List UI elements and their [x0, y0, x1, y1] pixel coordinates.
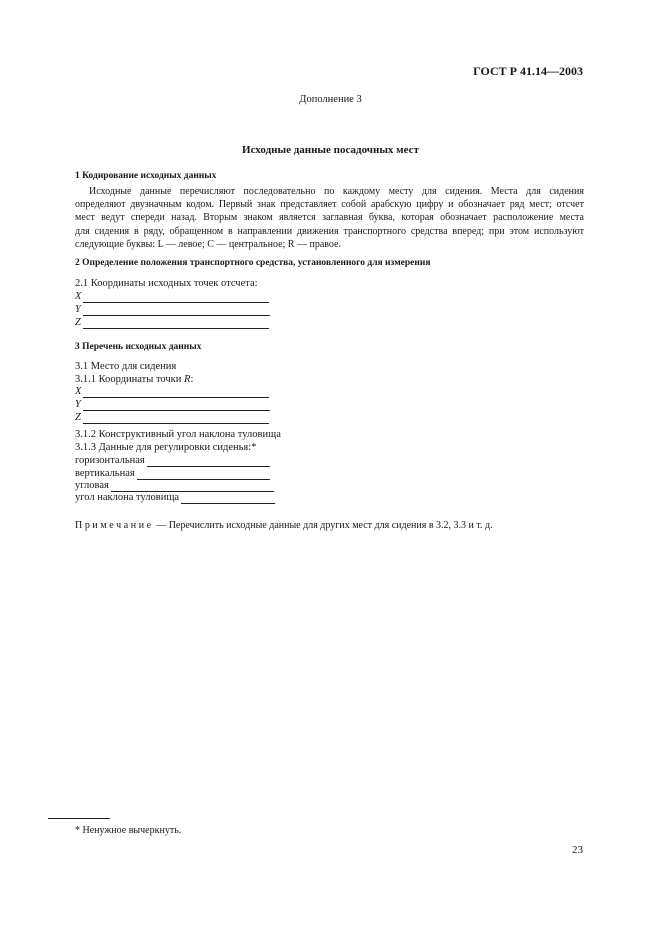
field-label: X	[75, 386, 82, 397]
field-label: угловая	[75, 480, 109, 491]
field-label: X	[75, 291, 82, 302]
field-y	[75, 303, 270, 316]
blank-line	[83, 318, 269, 329]
adjust-horizontal	[75, 454, 270, 467]
item-3-1-3: 3.1.3 Данные для регулировки сиденья:*	[75, 442, 257, 453]
field-label: вертикальная	[75, 468, 135, 479]
field-x	[75, 290, 269, 303]
item-text-end: :	[190, 374, 194, 385]
paragraph-line: мест ведут спереди назад. Вторым знаком является заглавная буква, которая обозначает расположение места	[75, 212, 584, 224]
adjust-torso-angle	[75, 491, 275, 504]
field-z	[75, 411, 269, 424]
page-title: Исходные данные посадочных мест	[242, 144, 419, 156]
footnote-divider	[48, 818, 110, 819]
blank-line	[181, 493, 275, 504]
section-1-heading: 1 Кодирование исходных данных	[75, 171, 217, 181]
field-label: Z	[75, 412, 81, 423]
blank-line	[83, 305, 270, 316]
section-3-heading: 3 Перечень исходных данных	[75, 342, 202, 352]
paragraph-line: следующие буквы: L — левое; C — центральное; R — правое.	[75, 238, 341, 250]
field-y	[75, 398, 270, 411]
field-z	[75, 316, 269, 329]
field-label: угол наклона туловища	[75, 492, 180, 503]
field-label: Y	[75, 304, 81, 315]
paragraph-line: Исходные данные перечисляют последовательно по каждому месту для сидения. Места для сидения	[89, 186, 584, 197]
item-3-1-2: 3.1.2 Конструктивный угол наклона туловища	[75, 429, 281, 440]
paragraph-line: для сидения в ряду, обращенном в направлении движения транспортного средства вперед; при этом используют	[75, 225, 584, 237]
item-text: 3.1.1 Координаты точки	[75, 374, 185, 385]
section-1-paragraph	[75, 185, 584, 251]
item-2-1: 2.1 Координаты исходных точек отсчета:	[75, 278, 258, 289]
footnote: * Ненужное вычеркнуть.	[75, 825, 182, 836]
field-x	[75, 385, 269, 398]
item-3-1: 3.1 Место для сидения	[75, 361, 177, 372]
blank-line	[83, 413, 269, 424]
note-label: Примечание	[75, 520, 154, 531]
blank-line	[83, 292, 269, 303]
point-symbol: R	[184, 374, 191, 385]
blank-line	[83, 400, 270, 411]
paragraph-line: определяют двузначным кодом. Первый знак представляет собой арабскую цифру и обозначает ряд мест; отсчет	[75, 199, 584, 211]
note	[75, 520, 493, 533]
page-number: 23	[572, 844, 583, 856]
appendix-label: Дополнение 3	[299, 94, 362, 105]
field-label: горизонтальная	[75, 455, 145, 466]
section-2-heading: 2 Определение положения транспортного средства, установленного для измерения	[75, 258, 431, 268]
blank-line	[147, 456, 270, 467]
field-label: Y	[75, 399, 81, 410]
blank-line	[83, 387, 269, 398]
field-label: Z	[75, 317, 81, 328]
note-text: — Перечислить исходные данные для других мест для сидения в 3.2, 3.3 и т. д.	[153, 520, 493, 531]
document-code: ГОСТ Р 41.14—2003	[473, 64, 583, 78]
